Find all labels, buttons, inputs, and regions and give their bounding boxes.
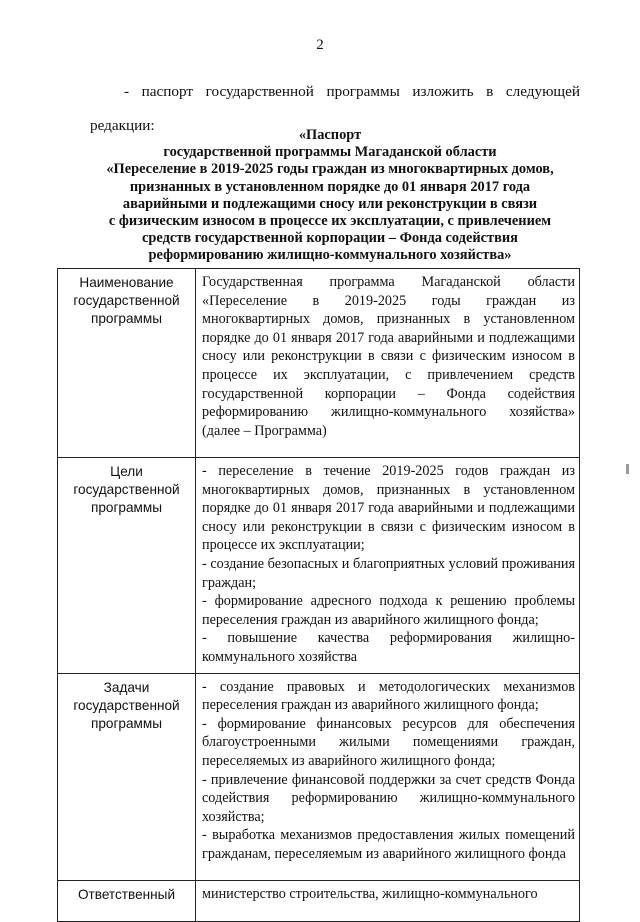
heading-line: с физическим износом в процессе их эксплуатации, с привлечением: [108, 213, 552, 230]
heading-line: государственной программы Магаданской области: [163, 144, 497, 161]
heading-line: средств государственной корпорации – Фонда содействия: [142, 230, 518, 247]
value-paragraph: - формирование финансовых ресурсов для обеспечения благоустроенными жилыми помещениями граждан, переселяемых из аварийного жилищного фонда;: [202, 715, 575, 769]
value-paragraph: - выработка механизмов предоставления жилых помещений гражданам, переселяемым из аварийного жилищного фонда: [202, 827, 575, 862]
row-value: [196, 673, 580, 880]
row-label: Наименование государственной программы: [58, 269, 196, 458]
value-paragraph: - создание безопасных и благоприятных условий проживания граждан;: [202, 555, 575, 591]
intro-paragraph: - паспорт государственной программы изложить в следующей редакции:: [90, 83, 580, 135]
heading-line: реформированию жилищно-коммунального хозяйства»: [148, 247, 512, 264]
value-paragraph: - создание правовых и методологических механизмов переселения граждан из аварийного жилищного фонда;: [202, 678, 575, 714]
page-number: 2: [316, 37, 324, 53]
table-row-program-name: [58, 269, 580, 458]
table-row-goals: [58, 458, 580, 674]
row-value: [196, 269, 580, 458]
row-label: Ответственный: [58, 880, 196, 921]
value-paragraph: - повышение качества реформирования жилищно-коммунального хозяйства: [202, 630, 575, 665]
passport-table: [57, 268, 580, 922]
value-paragraph: министерство строительства, жилищно-коммунального: [202, 885, 538, 902]
value-paragraph: - переселение в течение 2019-2025 годов граждан из многоквартирных домов, признанных в установленном порядке до 01 января 2017 года аварийными и подлежащими сносу или реконструкции в связи с физическим износом в процессе их эксплуатации;: [202, 463, 575, 554]
value-paragraph: - формирование адресного подхода к решению проблемы переселения граждан из аварийного жилищного фонда;: [202, 593, 575, 628]
heading-line: «Паспорт: [298, 127, 362, 143]
heading-line: «Переселение в 2019-2025 годы граждан из многоквартирных домов,: [106, 161, 554, 178]
row-value: [196, 458, 580, 674]
row-value: [196, 880, 580, 921]
row-label: Задачи государственной программы: [58, 673, 196, 880]
table-row-responsible: [58, 880, 580, 921]
value-paragraph: - привлечение финансовой поддержки за счет средств Фонда содействия реформированию жилищно-коммунального хозяйства;: [202, 771, 575, 825]
heading-line: признанных в установленном порядке до 01 января 2017 года: [129, 178, 531, 195]
value-paragraph: Государственная программа Магаданской области «Переселение в 2019-2025 годы граждан из многоквартирных домов, признанных в установленном порядке до 01 января 2017 года аварийными и подлежащими сносу или реконструкции в связи с физическим износом в процессе их эксплуатации, с привлечением средств государственной корпорации – Фонда содействия реформированию жилищно-коммунального хозяйства» (далее – Программа): [202, 274, 575, 439]
table-row-tasks: [58, 673, 580, 880]
row-label: Цели государственной программы: [58, 458, 196, 674]
heading-line: аварийными и подлежащими сносу или реконструкции в связи: [122, 195, 538, 212]
scan-artifact: [626, 464, 629, 474]
passport-heading: [80, 127, 580, 265]
